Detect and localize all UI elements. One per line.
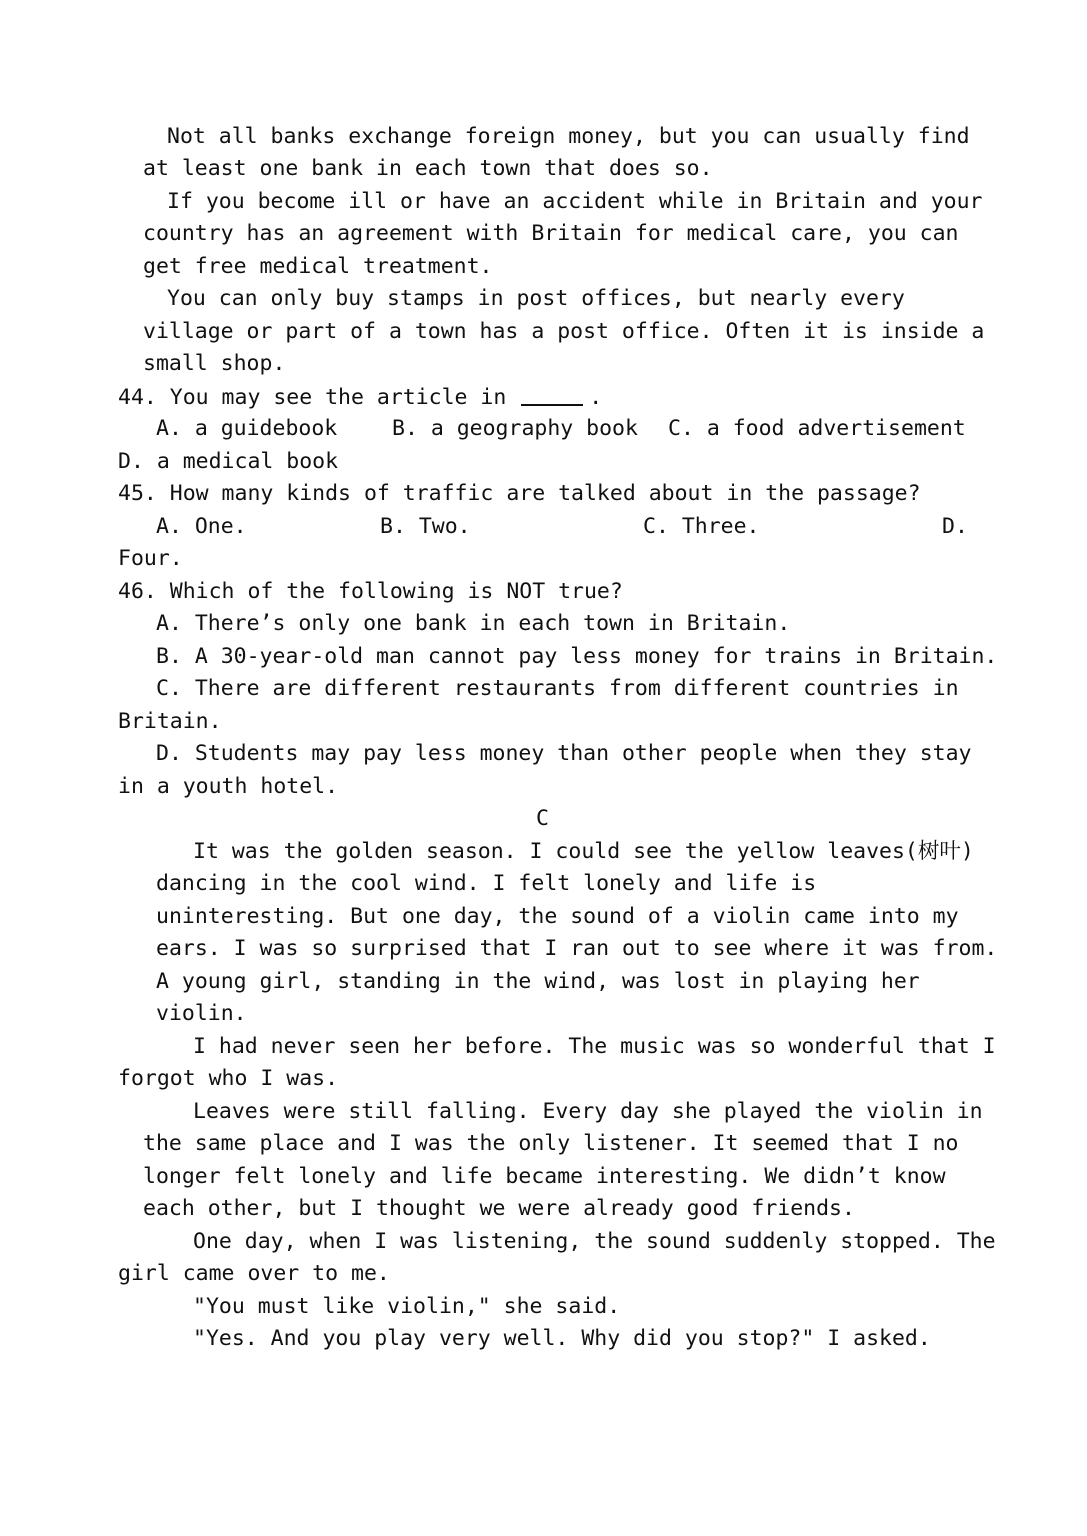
text-line: village or part of a town has a post office. Often it is inside a: [143, 319, 985, 344]
text-line: If you become ill or have an accident while in Britain and your: [167, 189, 983, 214]
text-line: violin.: [156, 1001, 247, 1026]
option-a[interactable]: A. a guidebook: [156, 416, 338, 441]
text-line: small shop.: [143, 351, 286, 376]
question-44: [118, 386, 602, 409]
text-line: Leaves were still falling. Every day she played the violin in: [193, 1099, 983, 1124]
option-d[interactable]: D. Students may pay less money than other people when they stay: [156, 741, 972, 766]
text-line: You can only buy stamps in post offices, but nearly every: [167, 286, 905, 311]
text-line: I had never seen her before. The music was so wonderful that I: [193, 1034, 996, 1059]
option-d-continued[interactable]: Four.: [118, 546, 183, 571]
option-d[interactable]: D. a medical book: [118, 449, 339, 474]
option-c[interactable]: C. Three.: [643, 514, 760, 539]
option-b[interactable]: B. a geography book: [392, 416, 638, 441]
answer-blank[interactable]: [521, 386, 583, 406]
option-b[interactable]: B. A 30-year-old man cannot pay less money for trains in Britain.: [156, 644, 998, 669]
option-b[interactable]: B. Two.: [380, 514, 471, 539]
text-line: at least one bank in each town that does so.: [143, 156, 713, 181]
text-line: each other, but I thought we were already good friends.: [143, 1196, 855, 1221]
text-line: forgot who I was.: [118, 1066, 339, 1091]
text-line: Not all banks exchange foreign money, but you can usually find: [167, 124, 970, 149]
text-line: country has an agreement with Britain for medical care, you can: [143, 221, 959, 246]
text-line: One day, when I was listening, the sound suddenly stopped. The: [193, 1229, 996, 1254]
option-d-continued[interactable]: in a youth hotel.: [118, 774, 339, 799]
dialogue-line: "Yes. And you play very well. Why did you stop?" I asked.: [193, 1326, 931, 1351]
option-c-continued[interactable]: Britain.: [118, 709, 222, 734]
question-stem: 44. You may see the article in: [118, 385, 507, 410]
question-45: 45. How many kinds of traffic are talked about in the passage?: [118, 481, 921, 506]
option-c[interactable]: C. a food advertisement: [668, 416, 966, 441]
text-line: It was the golden season. I could see the yellow leaves(树叶): [193, 839, 974, 864]
text-line: dancing in the cool wind. I felt lonely and life is: [156, 871, 817, 896]
option-d[interactable]: D.: [942, 514, 968, 539]
question-end: .: [589, 385, 603, 410]
option-a[interactable]: A. There’s only one bank in each town in Britain.: [156, 611, 791, 636]
text-line: the same place and I was the only listener. It seemed that I no: [143, 1131, 959, 1156]
text-line: uninteresting. But one day, the sound of a violin came into my: [156, 904, 959, 929]
text-line: girl came over to me.: [118, 1261, 390, 1286]
text-line: ears. I was so surprised that I ran out to see where it was from.: [156, 936, 998, 961]
text-line: longer felt lonely and life became interesting. We didn’t know: [143, 1164, 946, 1189]
option-a[interactable]: A. One.: [156, 514, 247, 539]
option-c[interactable]: C. There are different restaurants from different countries in: [156, 676, 959, 701]
dialogue-line: "You must like violin," she said.: [193, 1294, 621, 1319]
section-heading: C: [536, 806, 549, 831]
text-line: A young girl, standing in the wind, was lost in playing her: [156, 969, 920, 994]
question-46: 46. Which of the following is NOT true?: [118, 579, 623, 604]
text-line: get free medical treatment.: [143, 254, 493, 279]
